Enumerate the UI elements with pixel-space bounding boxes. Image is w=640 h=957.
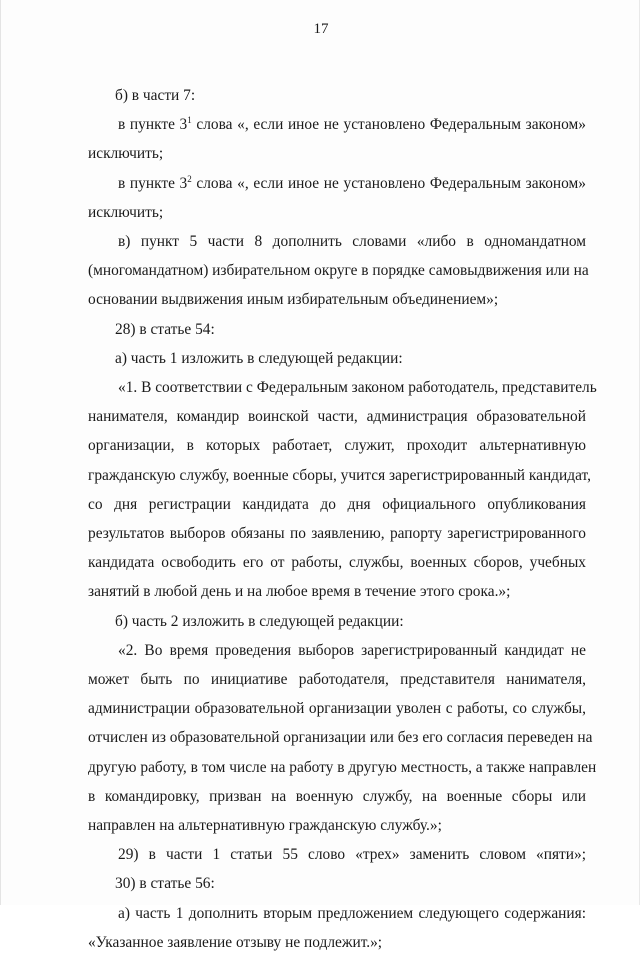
paragraph-line: гражданскую службу, военные сборы, учится зарегистрированный кандидат, bbox=[88, 466, 591, 484]
paragraph-line: со дня регистрации кандидата до дня официального опубликования bbox=[88, 495, 586, 513]
paragraph-v-point-5: в) пункт 5 части 8 дополнить словами «либо в одномандатном bbox=[118, 233, 586, 251]
paragraph-a-part-1-addition: а) часть 1 дополнить вторым предложением следующего содержания: bbox=[118, 904, 586, 922]
paragraph-b-part-2: б) часть 2 изложить в следующей редакции: bbox=[115, 612, 404, 630]
paragraph-line: результатов выборов обязаны по заявлению, рапорту зарегистрированного bbox=[88, 525, 586, 543]
quoted-part-1: «1. В соответствии с Федеральным законом работодатель, представитель bbox=[118, 379, 597, 397]
paragraph-line: «Указанное заявление отзыву не подлежит.»; bbox=[88, 933, 383, 951]
superscript: 1 bbox=[187, 115, 192, 126]
paragraph-line: кандидата освободить его от работы, службы, военных сборов, учебных bbox=[88, 554, 586, 572]
paragraph-item-29: 29) в части 1 статьи 55 слово «трех» заменить словом «пяти»; bbox=[118, 846, 586, 864]
page-number: 17 bbox=[313, 21, 329, 37]
text-fragment: слова «, если иное не установлено Федеральным законом» bbox=[191, 116, 586, 134]
paragraph-a-part-1: а) часть 1 изложить в следующей редакции: bbox=[115, 349, 403, 367]
paragraph-point-3-1 bbox=[88, 110, 586, 139]
paragraph-line: занятий в любой день и на любое время в течение этого срока.»; bbox=[88, 583, 511, 601]
paragraph-line: другую работу, в том числе на работу в другую местность, а также направлен bbox=[88, 758, 597, 776]
paragraph-b-part-7: б) в части 7: bbox=[115, 87, 196, 104]
text-fragment: слова «, если иное не установлено Федеральным законом» bbox=[191, 174, 586, 192]
paragraph-line: основании выдвижения иным избирательным объединением»; bbox=[88, 291, 499, 309]
paragraph-line: исключить; bbox=[88, 203, 164, 221]
document-body bbox=[88, 81, 597, 957]
paragraph-item-28: 28) в статье 54: bbox=[115, 320, 215, 338]
superscript: 2 bbox=[187, 173, 192, 184]
paragraph-line: может быть по инициативе работодателя, представителя нанимателя, bbox=[88, 671, 586, 689]
paragraph-line: в командировку, призван на военную службу, на военные сборы или bbox=[88, 787, 586, 805]
paragraph-line: отчислен из образовательной организации или без его согласия переведен на bbox=[88, 729, 593, 747]
paragraph-line: (многомандатном) избирательном округе в порядке самовыдвижения или на bbox=[88, 262, 589, 280]
quoted-part-2: «2. Во время проведения выборов зарегистрированный кандидат не bbox=[118, 641, 586, 659]
text-fragment: в пункте 3 bbox=[118, 174, 188, 192]
paragraph-line: организации, в которых работает, служит, проходит альтернативную bbox=[88, 437, 586, 455]
text-fragment: в пункте 3 bbox=[118, 116, 188, 134]
paragraph-point-3-2 bbox=[88, 169, 586, 198]
paragraph-item-30: 30) в статье 56: bbox=[115, 875, 215, 893]
paragraph-line: исключить; bbox=[88, 145, 164, 163]
paragraph-line: направлен на альтернативную гражданскую службу.»; bbox=[88, 817, 442, 835]
paragraph-line: нанимателя, командир воинской части, администрация образовательной bbox=[88, 408, 586, 426]
paragraph-line: администрации образовательной организации уволен с работы, со службы, bbox=[88, 700, 586, 718]
